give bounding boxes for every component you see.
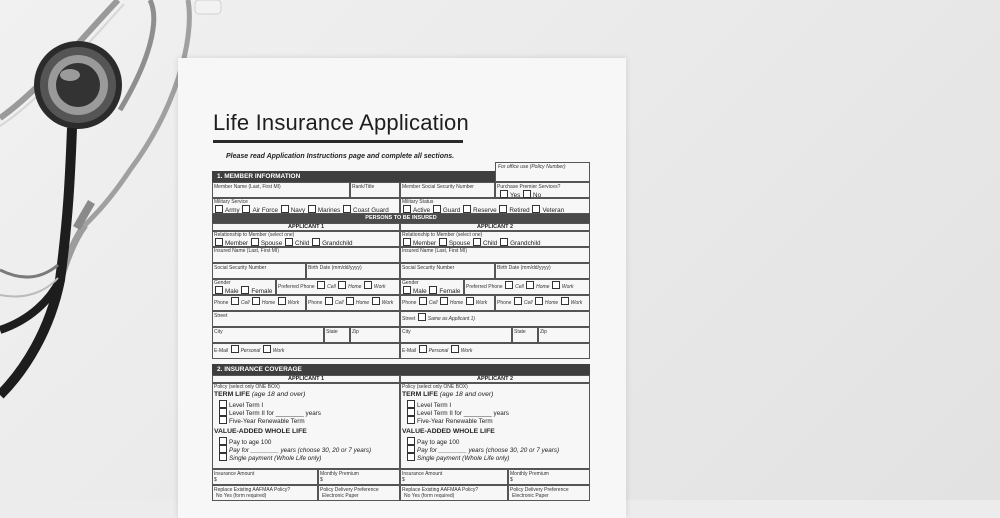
pref-home-checkbox-2[interactable] (526, 281, 534, 289)
office-use-label: For office use (Policy Number) (498, 164, 566, 170)
guard-checkbox[interactable] (433, 205, 441, 213)
phone-a-cell-1[interactable] (231, 297, 239, 305)
level-term-2-checkbox-1[interactable] (219, 408, 227, 416)
premier-services-label: Purchase Premier Services? (497, 184, 561, 190)
child-checkbox-1[interactable] (285, 238, 293, 246)
phone-a-work-2[interactable] (466, 297, 474, 305)
grandchild-checkbox-1[interactable] (312, 238, 320, 246)
street-field-1[interactable] (212, 311, 400, 327)
state-label-1: State (326, 329, 338, 335)
ins-amount-label-2: Insurance Amount (402, 471, 443, 477)
retired-checkbox[interactable] (499, 205, 507, 213)
insured-name-label-2: Insured Name (Last, First MI) (402, 248, 468, 254)
gender-options-2: Male Female (402, 286, 460, 295)
phone-b-row-2: Phone Cell Home Work (497, 297, 582, 306)
delivery-options-1[interactable]: Electronic Paper (322, 493, 359, 499)
phone-a-work-1[interactable] (278, 297, 286, 305)
dollar-sign: $ (402, 477, 405, 483)
member-name-label: Member Name (Last, First MI) (214, 184, 281, 190)
pref-work-checkbox-1[interactable] (364, 281, 372, 289)
email-personal-1[interactable] (231, 345, 239, 353)
zip-label-1: Zip (352, 329, 359, 335)
military-status-options: Active Guard Reserve Retired Veteran (402, 205, 564, 214)
gender-label-2: Gender (402, 280, 419, 286)
dollar-sign: $ (214, 477, 217, 483)
phone-a-row-1: Phone Cell Home Work (214, 297, 299, 306)
delivery-label-2: Policy Delivery Preference (510, 487, 569, 493)
birth-label-2: Birth Date (mm/dd/yyyy) (497, 265, 551, 271)
street-label-1: Street (214, 313, 228, 319)
member-ssn-label: Member Social Security Number (402, 184, 474, 190)
delivery-label-1: Policy Delivery Preference (320, 487, 379, 493)
phone-b-work-2[interactable] (561, 297, 569, 305)
form-instructions: Please read Application Instructions page and complete all sections. (226, 153, 455, 160)
pref-work-checkbox-2[interactable] (552, 281, 560, 289)
pay-100-checkbox-2[interactable] (407, 437, 415, 445)
email-label-1: E-Mail Personal Work (214, 345, 284, 354)
member-checkbox-2[interactable] (403, 238, 411, 246)
email-work-1[interactable] (263, 345, 271, 353)
pay-100-checkbox-1[interactable] (219, 437, 227, 445)
coast-guard-checkbox[interactable] (343, 205, 351, 213)
premier-no-checkbox[interactable] (523, 190, 531, 198)
term-life-heading-2: TERM LIFE (age 18 and over) (402, 391, 494, 398)
female-checkbox-2[interactable] (429, 286, 437, 294)
phone-b-work-1[interactable] (372, 297, 380, 305)
premier-yes-checkbox[interactable] (500, 190, 508, 198)
phone-b-cell-2[interactable] (514, 297, 522, 305)
single-pay-checkbox-2[interactable] (407, 453, 415, 461)
child-checkbox-2[interactable] (473, 238, 481, 246)
persons-to-be-insured-bar: PERSONS TO BE INSURED (212, 214, 590, 223)
pay-for-checkbox-2[interactable] (407, 445, 415, 453)
active-checkbox[interactable] (403, 205, 411, 213)
pay-for-checkbox-1[interactable] (219, 445, 227, 453)
relationship-label-2: Relationship to Member (select one) (402, 232, 483, 238)
five-year-checkbox-1[interactable] (219, 416, 227, 424)
ssn-label-1: Social Security Number (214, 265, 267, 271)
dollar-sign: $ (320, 477, 323, 483)
ssn-label-2: Social Security Number (402, 265, 455, 271)
reserve-checkbox[interactable] (463, 205, 471, 213)
insurance-form-paper: Life Insurance Application Please read Application Instructions page and complete all sections. For office use (Policy Number) 1. MEMBER INFORMATION Member Name (Last, First MI) Rank/Title Member Social Security Number Purchase Premier Services? Yes No Military Service Army Air Force Navy Marines Coast Guard Military Status Active Guard Reserve Retired Veteran PERSONS TO BE INSURED APPLICANT 1 APPLICANT 2 Relationship to Member (select one) Member Spouse Child Grandchild Relationship to Member (select one) Member Spouse Child Grandchild Insured Name (Last, First MI) Insured Name (Last, First MI) Social Security Number Birth Date (mm/dd/yyyy) Social Security Number Birth Date (mm/dd/yyyy) Gender Male Female Preferred Phone Cell Home Work Gender Male Female Preferred Phone Cell Home Work Phone Cell Home Work Phone Cell Home Work Phone Cell Home Work Phone Cell Home Work Street Street Same as Applicant 1) City State Zip City State Zip E-Mail Personal Work E-Mail Personal Work 2. INSURANCE COVERAGE APPLICANT 1 APPLICANT 2 Policy (select only ONE BOX) TERM LIFE (age 18 and over) Level Term I Level Term II for ________ years Five-Year Renewable Term VALUE-ADDED WHOLE LIFE Pay to age 100 Pay for ________ years (choose 30, 20 or 7 years) Single payment (Whole Life only) Policy (select only ONE BOX) TERM LIFE (age 18 and over) Level Term I Level Term II for ________ years Five-Year Renewable Term VALUE-ADDED WHOLE LIFE Pay to age 100 Pay for ________ years (choose 30, 20 or 7 years) Single payment (Whole Life only) Insurance Amount $ Monthly Premium $ Insurance Amount $ Monthly Premium $ Replace Existing AAFMAA Policy? No Yes (form required) Policy Delivery Preference Electronic Paper Replace Existing AAFMAA Policy? No Yes (form required) Policy Delivery Preference Electronic Paper (178, 58, 626, 518)
gender-label-1: Gender (214, 280, 231, 286)
monthly-premium-label-1: Monthly Premium (320, 471, 359, 477)
email-personal-2[interactable] (419, 345, 427, 353)
navy-checkbox[interactable] (281, 205, 289, 213)
replace-policy-label-1: Replace Existing AAFMAA Policy? (214, 487, 291, 493)
delivery-options-2[interactable]: Electronic Paper (512, 493, 549, 499)
phone-a-row-2: Phone Cell Home Work (402, 297, 487, 306)
phone-a-cell-2[interactable] (419, 297, 427, 305)
coverage-applicant-1-header: APPLICANT 1 (287, 376, 325, 382)
single-pay-checkbox-1[interactable] (219, 453, 227, 461)
state-label-2: State (514, 329, 526, 335)
air-force-checkbox[interactable] (242, 205, 250, 213)
city-field-2[interactable] (400, 327, 512, 343)
form-title: Life Insurance Application (213, 110, 469, 135)
city-field-1[interactable] (212, 327, 324, 343)
dollar-sign: $ (510, 477, 513, 483)
pref-cell-checkbox-1[interactable] (317, 281, 325, 289)
level-term-1-checkbox-2[interactable] (407, 400, 415, 408)
pref-cell-checkbox-2[interactable] (505, 281, 513, 289)
pref-home-checkbox-1[interactable] (338, 281, 346, 289)
coverage-applicant-2-header: APPLICANT 2 (476, 376, 514, 382)
vawl-heading-1: VALUE-ADDED WHOLE LIFE (214, 428, 307, 435)
section-insurance-coverage: 2. INSURANCE COVERAGE (212, 364, 590, 375)
insured-name-label-1: Insured Name (Last, First MI) (214, 248, 280, 254)
title-underline (213, 140, 463, 143)
male-checkbox-2[interactable] (403, 286, 411, 294)
policy-note-2: Policy (select only ONE BOX) (402, 384, 468, 390)
rank-title-label: Rank/Title (352, 184, 375, 190)
replace-options-1[interactable]: No Yes (form required) (216, 493, 267, 499)
preferred-phone-row-1: Preferred Phone Cell Home Work (278, 281, 386, 290)
level-term-2-checkbox-2[interactable] (407, 408, 415, 416)
military-service-options: Army Air Force Navy Marines Coast Guard (214, 205, 389, 214)
applicant-1-header: APPLICANT 1 (287, 224, 325, 230)
spouse-checkbox-1[interactable] (251, 238, 259, 246)
military-service-label: Military Service (214, 199, 248, 205)
gender-options-1: Male Female (214, 286, 272, 295)
zip-label-2: Zip (540, 329, 547, 335)
phone-b-home-1[interactable] (346, 297, 354, 305)
same-as-applicant-checkbox[interactable] (418, 313, 426, 321)
term-life-heading-1: TERM LIFE (age 18 and over) (214, 391, 306, 398)
female-checkbox-1[interactable] (241, 286, 249, 294)
birth-label-1: Birth Date (mm/dd/yyyy) (308, 265, 362, 271)
street-label-2: Street Same as Applicant 1) (402, 313, 475, 322)
spouse-checkbox-2[interactable] (439, 238, 447, 246)
male-checkbox-1[interactable] (215, 286, 223, 294)
army-checkbox[interactable] (215, 205, 223, 213)
monthly-premium-label-2: Monthly Premium (510, 471, 549, 477)
phone-b-row-1: Phone Cell Home Work (308, 297, 393, 306)
phone-b-home-2[interactable] (535, 297, 543, 305)
vawl-heading-2: VALUE-ADDED WHOLE LIFE (402, 428, 495, 435)
city-label-2: City (402, 329, 411, 335)
preferred-phone-row-2: Preferred Phone Cell Home Work (466, 281, 574, 290)
email-work-2[interactable] (451, 345, 459, 353)
email-label-2: E-Mail Personal Work (402, 345, 472, 354)
relationship-options-1: Member Spouse Child Grandchild (214, 238, 353, 247)
ins-amount-label-1: Insurance Amount (214, 471, 255, 477)
city-label-1: City (214, 329, 223, 335)
phone-a-home-2[interactable] (440, 297, 448, 305)
military-status-label: Military Status (402, 199, 434, 205)
replace-options-2[interactable]: No Yes (form required) (404, 493, 455, 499)
marines-checkbox[interactable] (308, 205, 316, 213)
replace-policy-label-2: Replace Existing AAFMAA Policy? (402, 487, 479, 493)
section-member-information: 1. MEMBER INFORMATION (212, 171, 495, 182)
five-year-checkbox-2[interactable] (407, 416, 415, 424)
phone-a-home-1[interactable] (252, 297, 260, 305)
grandchild-checkbox-2[interactable] (500, 238, 508, 246)
phone-b-cell-1[interactable] (325, 297, 333, 305)
policy-note-1: Policy (select only ONE BOX) (214, 384, 280, 390)
relationship-label-1: Relationship to Member (select one) (214, 232, 295, 238)
veteran-checkbox[interactable] (532, 205, 540, 213)
applicant-2-header: APPLICANT 2 (476, 224, 514, 230)
relationship-options-2: Member Spouse Child Grandchild (402, 238, 541, 247)
member-checkbox-1[interactable] (215, 238, 223, 246)
level-term-1-checkbox-1[interactable] (219, 400, 227, 408)
